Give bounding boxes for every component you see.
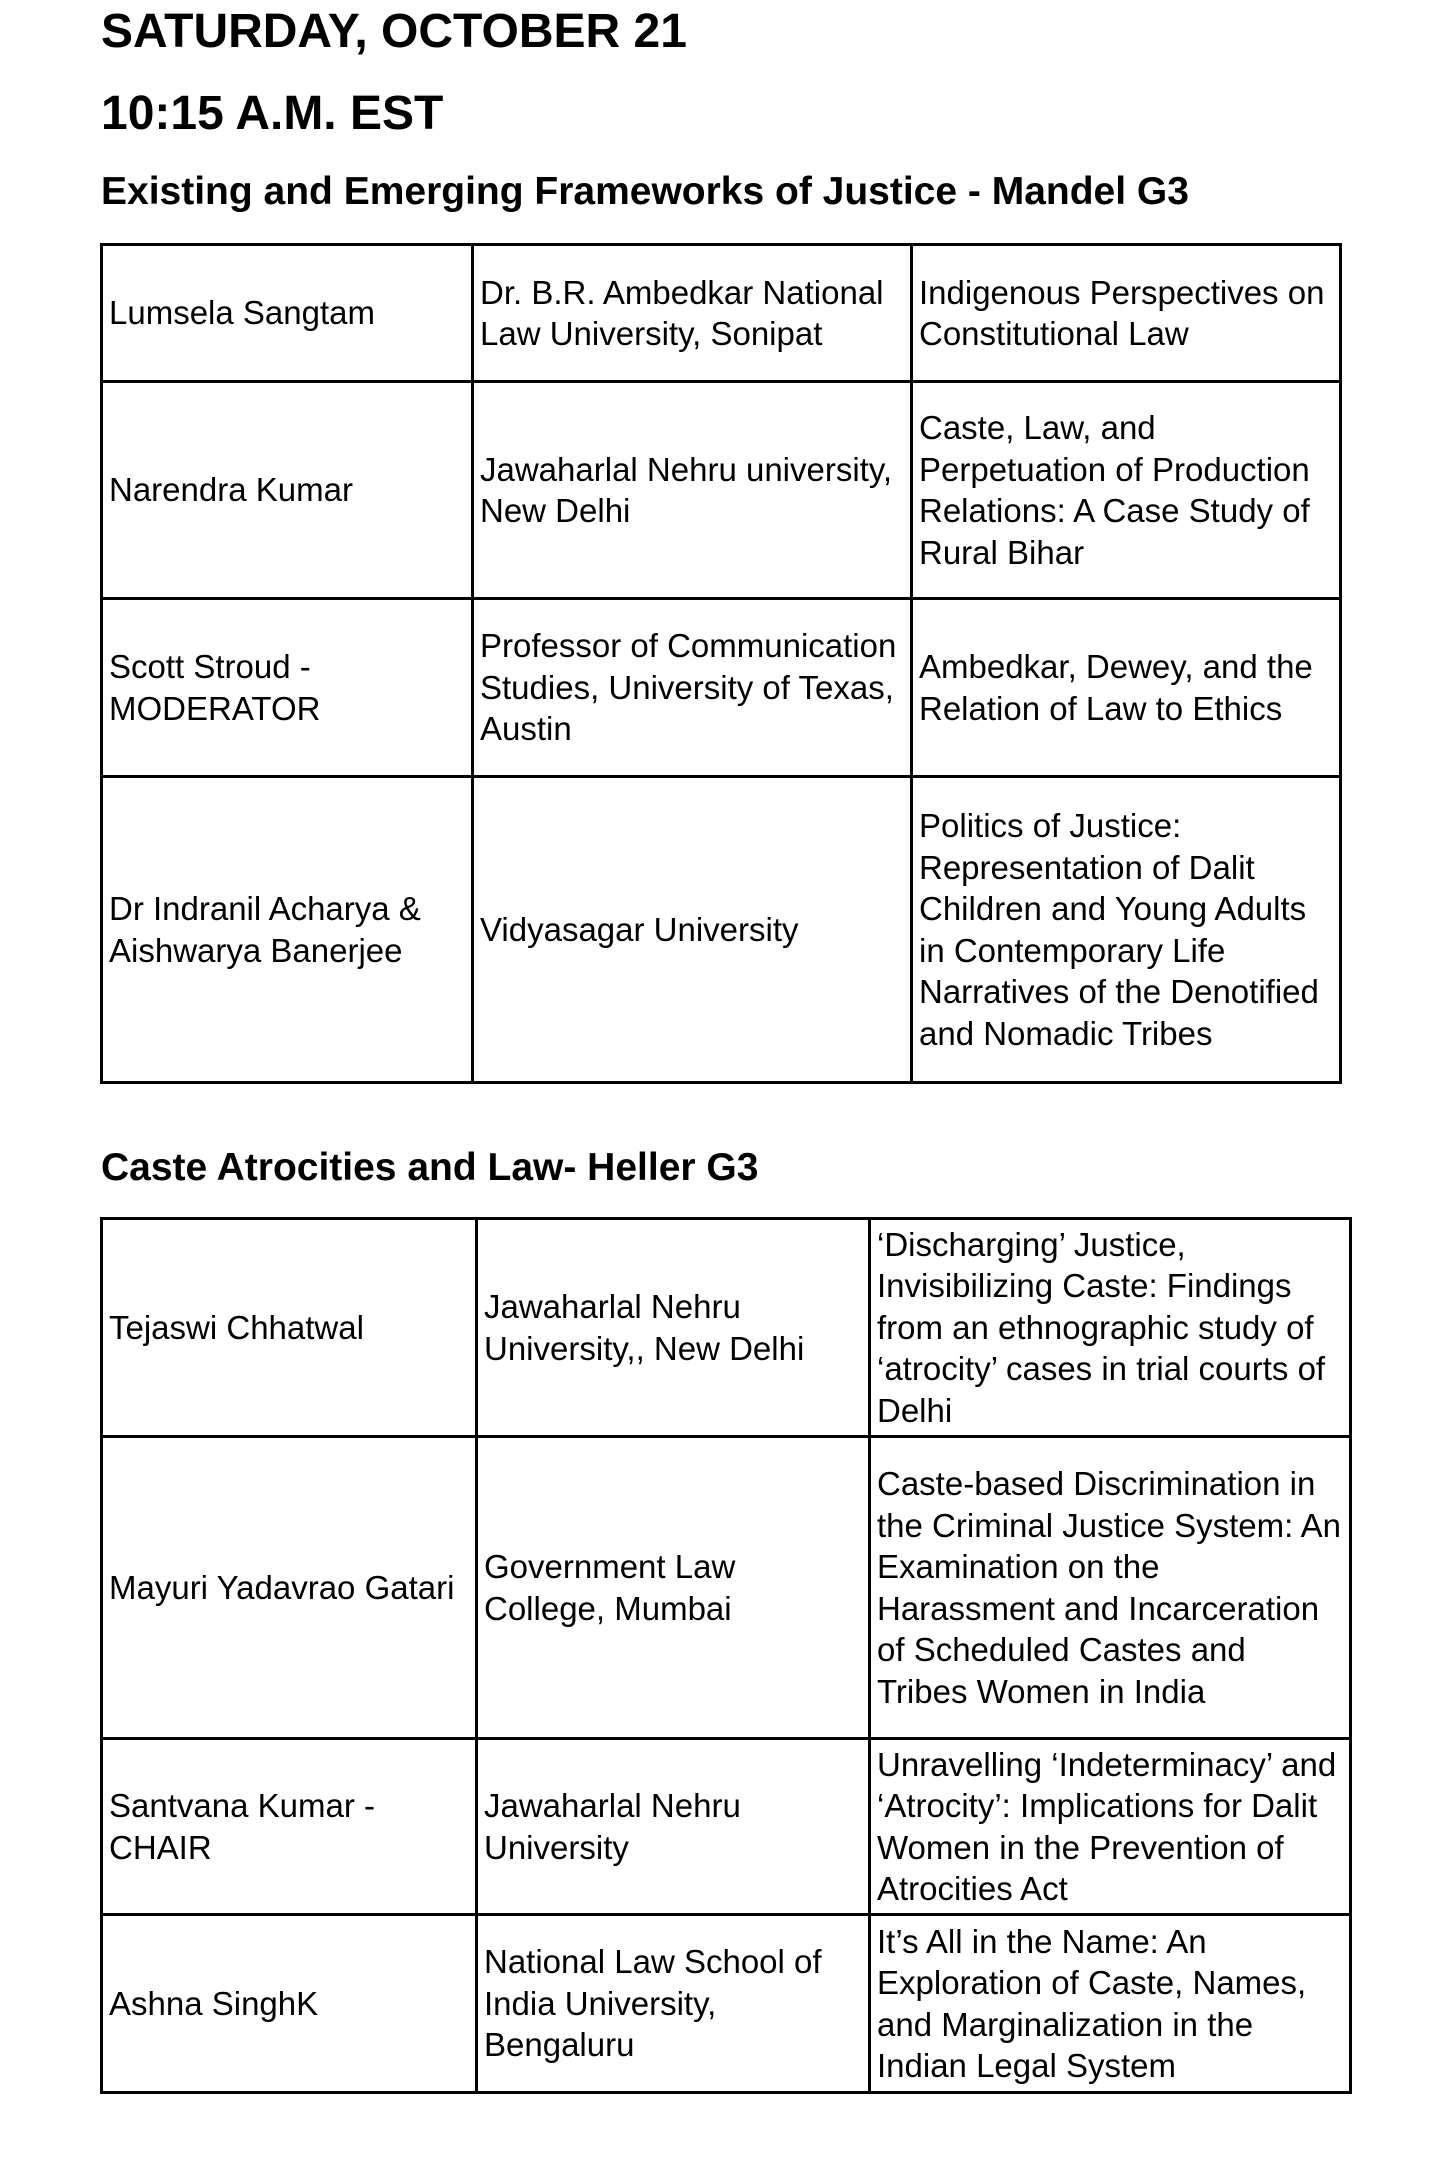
presenter-affiliation: Vidyasagar University	[473, 777, 912, 1083]
paper-title: Caste, Law, and Perpetuation of Production Relations: A Case Study of Rural Bihar	[912, 382, 1341, 599]
presenter-affiliation: Jawaharlal Nehru university, New Delhi	[473, 382, 912, 599]
presenter-name: Ashna SinghK	[102, 1915, 477, 2093]
presenter-name: Santvana Kumar - CHAIR	[102, 1739, 477, 1915]
paper-title: Ambedkar, Dewey, and the Relation of Law to Ethics	[912, 599, 1341, 777]
session-title: Existing and Emerging Frameworks of Justice - Mandel G3	[101, 170, 1189, 213]
presenter-affiliation: Professor of Communication Studies, University of Texas, Austin	[473, 599, 912, 777]
presenter-name: Tejaswi Chhatwal	[102, 1219, 477, 1437]
presenter-name: Narendra Kumar	[102, 382, 473, 599]
presenter-affiliation: National Law School of India University, Bengaluru	[477, 1915, 870, 2093]
paper-title: Caste-based Discrimination in the Criminal Justice System: An Examination on the Harassment and Incarceration of Scheduled Castes and Tribes Women in India	[870, 1437, 1351, 1739]
paper-title: Unravelling ‘Indeterminacy’ and ‘Atrocity’: Implications for Dalit Women in the Prevention of Atrocities Act	[870, 1739, 1351, 1915]
session-title: Caste Atrocities and Law- Heller G3	[101, 1146, 759, 1189]
presenter-name: Dr Indranil Acharya & Aishwarya Banerjee	[102, 777, 473, 1083]
presenter-name: Lumsela Sangtam	[102, 245, 473, 382]
schedule-time: 10:15 A.M. EST	[101, 87, 444, 140]
table-row	[102, 1437, 1351, 1739]
table-row	[102, 1739, 1351, 1915]
paper-title: Indigenous Perspectives on Constitutional Law	[912, 245, 1341, 382]
session-table	[100, 1217, 1352, 2094]
presenter-affiliation: Dr. B.R. Ambedkar National Law University, Sonipat	[473, 245, 912, 382]
paper-title: Politics of Justice: Representation of Dalit Children and Young Adults in Contemporary Life Narratives of the Denotified and Nomadic Tribes	[912, 777, 1341, 1083]
table-row	[102, 1219, 1351, 1437]
paper-title: It’s All in the Name: An Exploration of Caste, Names, and Marginalization in the Indian Legal System	[870, 1915, 1351, 2093]
table-row	[102, 1915, 1351, 2093]
table-row	[102, 599, 1341, 777]
table-row	[102, 382, 1341, 599]
presenter-name: Mayuri Yadavrao Gatari	[102, 1437, 477, 1739]
session-table	[100, 243, 1342, 1084]
schedule-date: SATURDAY, OCTOBER 21	[101, 5, 687, 58]
presenter-affiliation: Jawaharlal Nehru University	[477, 1739, 870, 1915]
table-row	[102, 245, 1341, 382]
presenter-affiliation: Jawaharlal Nehru University,, New Delhi	[477, 1219, 870, 1437]
presenter-name: Scott Stroud - MODERATOR	[102, 599, 473, 777]
table-row	[102, 777, 1341, 1083]
presenter-affiliation: Government Law College, Mumbai	[477, 1437, 870, 1739]
paper-title: ‘Discharging’ Justice, Invisibilizing Caste: Findings from an ethnographic study of ‘atrocity’ cases in trial courts of Delhi	[870, 1219, 1351, 1437]
